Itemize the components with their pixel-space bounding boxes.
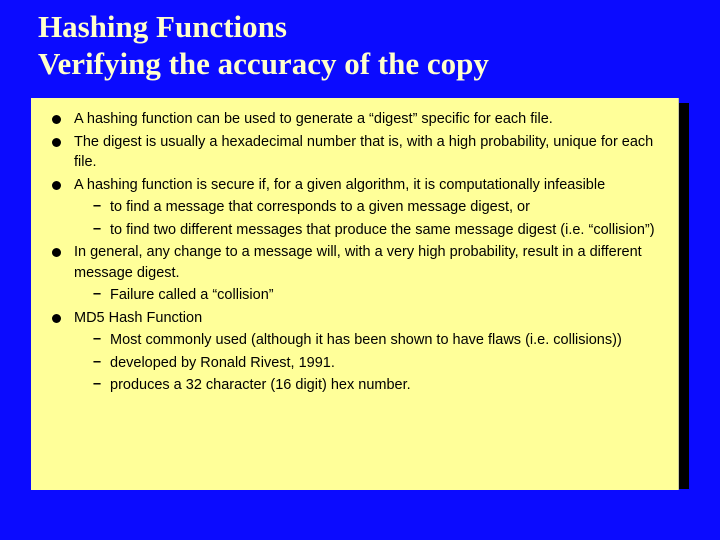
bullet-dot-icon — [52, 314, 61, 323]
slide-title-line-2: Verifying the accuracy of the copy — [38, 46, 489, 81]
dash-icon: – — [93, 220, 102, 237]
dash-icon: – — [93, 331, 102, 347]
sub-bullet-item — [31, 330, 678, 351]
sub-bullet-item — [31, 220, 678, 241]
bullet-dot-icon — [52, 248, 61, 257]
bullet-item — [31, 109, 678, 130]
sub-bullet-text: Failure called a “collision” — [110, 287, 274, 303]
bullet-item — [31, 175, 678, 196]
slide-title — [38, 8, 489, 82]
bullet-list — [31, 109, 678, 396]
sub-bullet-item — [31, 197, 678, 218]
slide-title-line-1: Hashing Functions — [38, 9, 287, 44]
bullet-text: The digest is usually a hexadecimal number that is, with a high probability, unique for each file. — [74, 133, 654, 170]
bullet-dot-icon — [52, 181, 61, 190]
sub-bullet-text: produces a 32 character (16 digit) hex number. — [110, 377, 411, 393]
dash-icon: – — [93, 353, 102, 370]
bullet-item — [31, 242, 678, 283]
sub-bullet-text: to find two different messages that produce the same message digest (i.e. “collision”) — [110, 221, 655, 238]
bullet-dot-icon — [52, 115, 61, 124]
sub-bullet-item — [31, 353, 678, 374]
dash-icon: – — [93, 376, 102, 392]
dash-icon: – — [93, 198, 102, 214]
bullet-text: A hashing function is secure if, for a given algorithm, it is computationally infeasible — [74, 176, 606, 193]
bullet-text: A hashing function can be used to generate a “digest” specific for each file. — [74, 111, 553, 127]
sub-bullet-item — [31, 285, 678, 306]
content-panel — [31, 98, 679, 490]
bullet-item — [31, 132, 678, 173]
sub-bullet-text: to find a message that corresponds to a given message digest, or — [110, 199, 530, 215]
sub-bullet-item — [31, 375, 678, 396]
bullet-text: MD5 Hash Function — [74, 309, 203, 326]
bullet-dot-icon — [52, 138, 61, 147]
bullet-item — [31, 308, 678, 329]
bullet-text: In general, any change to a message will, with a very high probability, result in a different message digest. — [74, 244, 642, 281]
dash-icon: – — [93, 286, 102, 302]
sub-bullet-text: Most commonly used (although it has been shown to have flaws (i.e. collisions)) — [110, 332, 622, 348]
sub-bullet-text: developed by Ronald Rivest, 1991. — [110, 354, 335, 371]
